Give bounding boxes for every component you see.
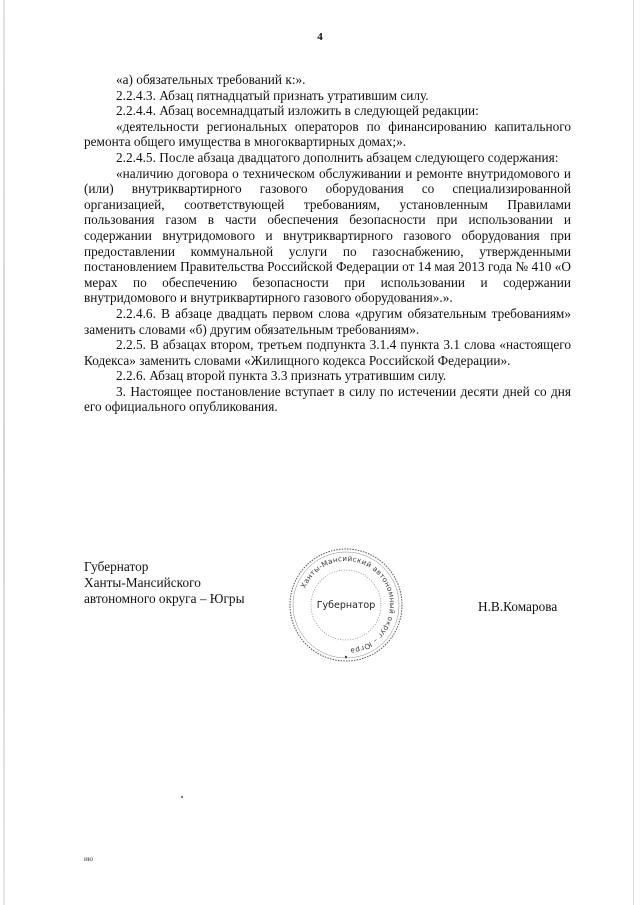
signatory-title-line: автономного округа – Югры xyxy=(84,591,245,607)
paragraph: «а) обязательных требований к:». xyxy=(116,72,306,87)
paragraph: 2.2.6. Абзац второй пункта 3.3 признать утратившим силу. xyxy=(116,368,447,384)
signer-name: Н.В.Комарова xyxy=(478,599,558,614)
paragraph: 2.2.4.5. После абзаца двадцатого дополнить абзацем следующего содержания: xyxy=(116,149,559,165)
scan-artifact-dot xyxy=(181,796,183,798)
paragraph: 2.2.4.3. Абзац пятнадцатый признать утратившим силу. xyxy=(116,87,429,103)
signatory-title-line: Губернатор xyxy=(84,559,149,574)
paragraph: 2.2.4.4. Абзац восемнадцатый изложить в следующей редакции: xyxy=(116,103,479,119)
signatory-title xyxy=(84,559,284,608)
paragraph: 2.2.5. В абзацах втором, третьем подпункта 3.1.4 пункта 3.1 слова «настоящего Кодекса» заменить словами «Жилищного кодекса Российской Федерации». xyxy=(84,337,571,368)
paragraph: «наличию договора о техническом обслуживании и ремонте внутридомового и (или) внутриквартирного газового оборудования со специализированной организацией, соответствующей требованиям, установленным Правилами пользования газом в части обеспечения безопасности при использовании и содержании внутридомового и внутриквартирного газового оборудования при предоставлении коммунальной услуги по газоснабжению, утвержденными постановлением Правительства Российской Федерации от 14 мая 2013 года № 410 «О мерах по обеспечению безопасности при использовании и содержании внутридомового и внутриквартирного газового оборудования».». xyxy=(84,165,571,306)
official-seal-stamp xyxy=(287,546,405,664)
footer-code: ию xyxy=(84,855,93,863)
seal-ring-text: Ханты-Мансийский автономный округ – Югра xyxy=(298,553,398,656)
paragraph: «деятельности региональных операторов по финансированию капитального ремонта общего имущества в многоквартирных домах;». xyxy=(84,118,571,150)
page-number: 4 xyxy=(317,31,323,43)
seal-center-text: Губернатор xyxy=(316,600,376,611)
paragraph: 3. Настоящее постановление вступает в силу по истечении десяти дней со дня его официального опубликования. xyxy=(84,383,571,415)
scan-edge-left xyxy=(3,0,5,905)
signatory-title-line: Ханты-Мансийского xyxy=(84,575,201,591)
paragraph: 2.2.4.6. В абзаце двадцать первом слова «другим обязательным требованиям» заменить словами «б) другим обязательным требованиям». xyxy=(84,305,571,337)
document-body xyxy=(84,72,571,415)
scan-edge-right xyxy=(633,0,634,905)
